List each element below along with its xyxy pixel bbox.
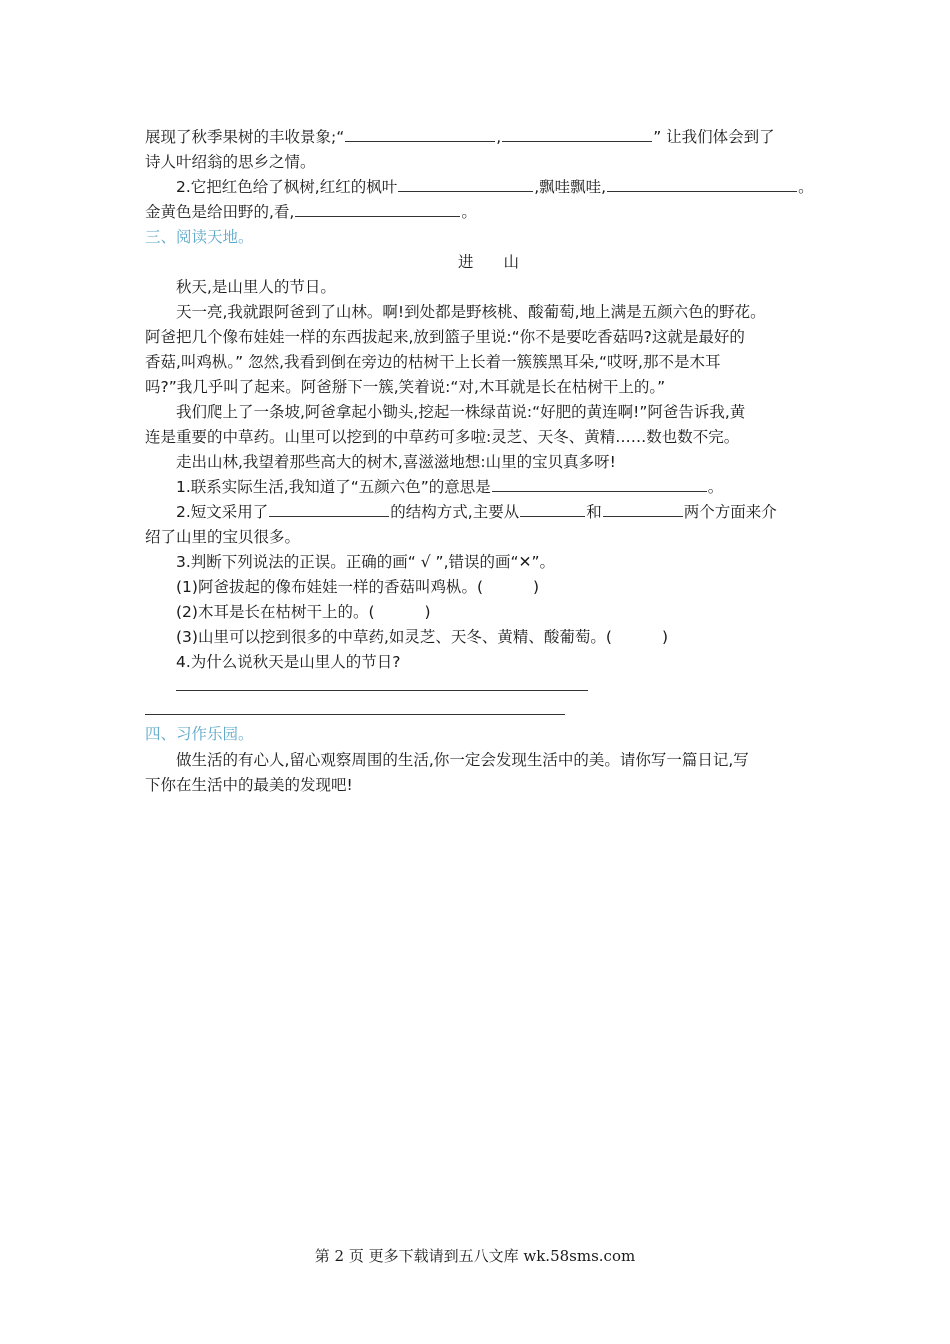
question-2-line-2 — [145, 201, 477, 223]
passage-paragraph: 香菇,叫鸡枞。” 忽然,我看到倒在旁边的枯树干上长着一簇簇黑耳朵,“哎呀,那不是木耳 — [145, 353, 721, 371]
judgement-item — [176, 626, 668, 648]
text: 2.短文采用了 — [176, 503, 269, 521]
fill-blank[interactable] — [398, 176, 533, 192]
text: 金黄色是给田野的,看, — [145, 203, 295, 221]
poem-fill-line-2 — [145, 151, 316, 173]
text: 1.联系实际生活,我知道了“五颜六色”的意思是 — [176, 478, 491, 496]
text: 。 — [798, 178, 814, 196]
writing-prompt: 下你在生活中的最美的发现吧! — [145, 776, 353, 794]
text: 2.它把红色给了枫树,红红的枫叶 — [176, 178, 398, 196]
answer-line[interactable] — [145, 714, 565, 715]
page-footer: 第 2 页 更多下载请到五八文库 wk.58sms.com — [314, 1247, 636, 1265]
text: 。 — [707, 478, 724, 496]
question-1 — [176, 476, 723, 498]
answer-line[interactable] — [176, 690, 588, 691]
fill-blank[interactable] — [502, 126, 652, 142]
text: (1)阿爸拔起的像布娃娃一样的香菇叫鸡枞。( — [176, 578, 484, 596]
passage-title: 进山 — [458, 253, 550, 271]
judgement-item — [176, 576, 539, 598]
judgement-item — [176, 601, 431, 623]
text: ) — [661, 628, 668, 646]
text: ) — [533, 578, 540, 596]
question-2-cont: 绍了山里的宝贝很多。 — [145, 528, 301, 546]
writing-prompt: 做生活的有心人,留心观察周围的生活,你一定会发现生活中的美。请你写一篇日记,写 — [176, 751, 749, 769]
passage-paragraph: 连是重要的中草药。山里可以挖到的中草药可多啦:灵芝、天冬、黄精……数也数不完。 — [145, 428, 740, 446]
text: , — [496, 128, 502, 146]
text: ) — [424, 603, 431, 621]
passage-paragraph: 我们爬上了一条坡,阿爸拿起小锄头,挖起一株绿苗说:“好肥的黄连啊!”阿爸告诉我,黄 — [176, 403, 746, 421]
fill-blank[interactable] — [345, 126, 495, 142]
passage-paragraph: 走出山林,我望着那些高大的树木,喜滋滋地想:山里的宝贝真多呀! — [176, 453, 616, 471]
section-3-heading: 三、阅读天地。 — [145, 228, 254, 246]
question-4: 4.为什么说秋天是山里人的节日? — [176, 653, 401, 671]
text: 。 — [461, 203, 477, 221]
fill-blank[interactable] — [603, 501, 683, 517]
text: ,飘哇飘哇, — [534, 178, 607, 196]
text: 和 — [586, 503, 602, 521]
question-2-line-1 — [176, 176, 814, 198]
text: 诗人叶绍翁的思乡之情。 — [145, 153, 316, 171]
fill-blank[interactable] — [295, 201, 460, 217]
fill-blank[interactable] — [492, 476, 707, 492]
text: (2)木耳是长在枯树干上的。( — [176, 603, 375, 621]
text: 展现了秋季果树的丰收景象;“ — [145, 128, 345, 146]
passage-paragraph: 天一亮,我就跟阿爸到了山林。啊!到处都是野核桃、酸葡萄,地上满是五颜六色的野花。 — [176, 303, 766, 321]
question-3: 3.判断下列说法的正误。正确的画“ √ ”,错误的画“✕”。 — [176, 553, 556, 571]
question-2 — [176, 501, 777, 523]
section-4-heading: 四、习作乐园。 — [145, 725, 254, 743]
poem-fill-line-1 — [145, 126, 775, 148]
fill-blank[interactable] — [520, 501, 585, 517]
fill-blank[interactable] — [607, 176, 797, 192]
text: 的结构方式,主要从 — [390, 503, 520, 521]
passage-paragraph: 秋天,是山里人的节日。 — [176, 278, 336, 296]
fill-blank[interactable] — [269, 501, 389, 517]
passage-paragraph: 阿爸把几个像布娃娃一样的东西拔起来,放到篮子里说:“你不是要吃香菇吗?这就是最好的 — [145, 328, 745, 346]
text: 两个方面来介 — [683, 503, 777, 521]
text: ” 让我们体会到了 — [653, 128, 775, 146]
text: (3)山里可以挖到很多的中草药,如灵芝、天冬、黄精、酸葡萄。( — [176, 628, 612, 646]
passage-paragraph: 吗?”我几乎叫了起来。阿爸掰下一簇,笑着说:“对,木耳就是长在枯树干上的。” — [145, 378, 666, 396]
